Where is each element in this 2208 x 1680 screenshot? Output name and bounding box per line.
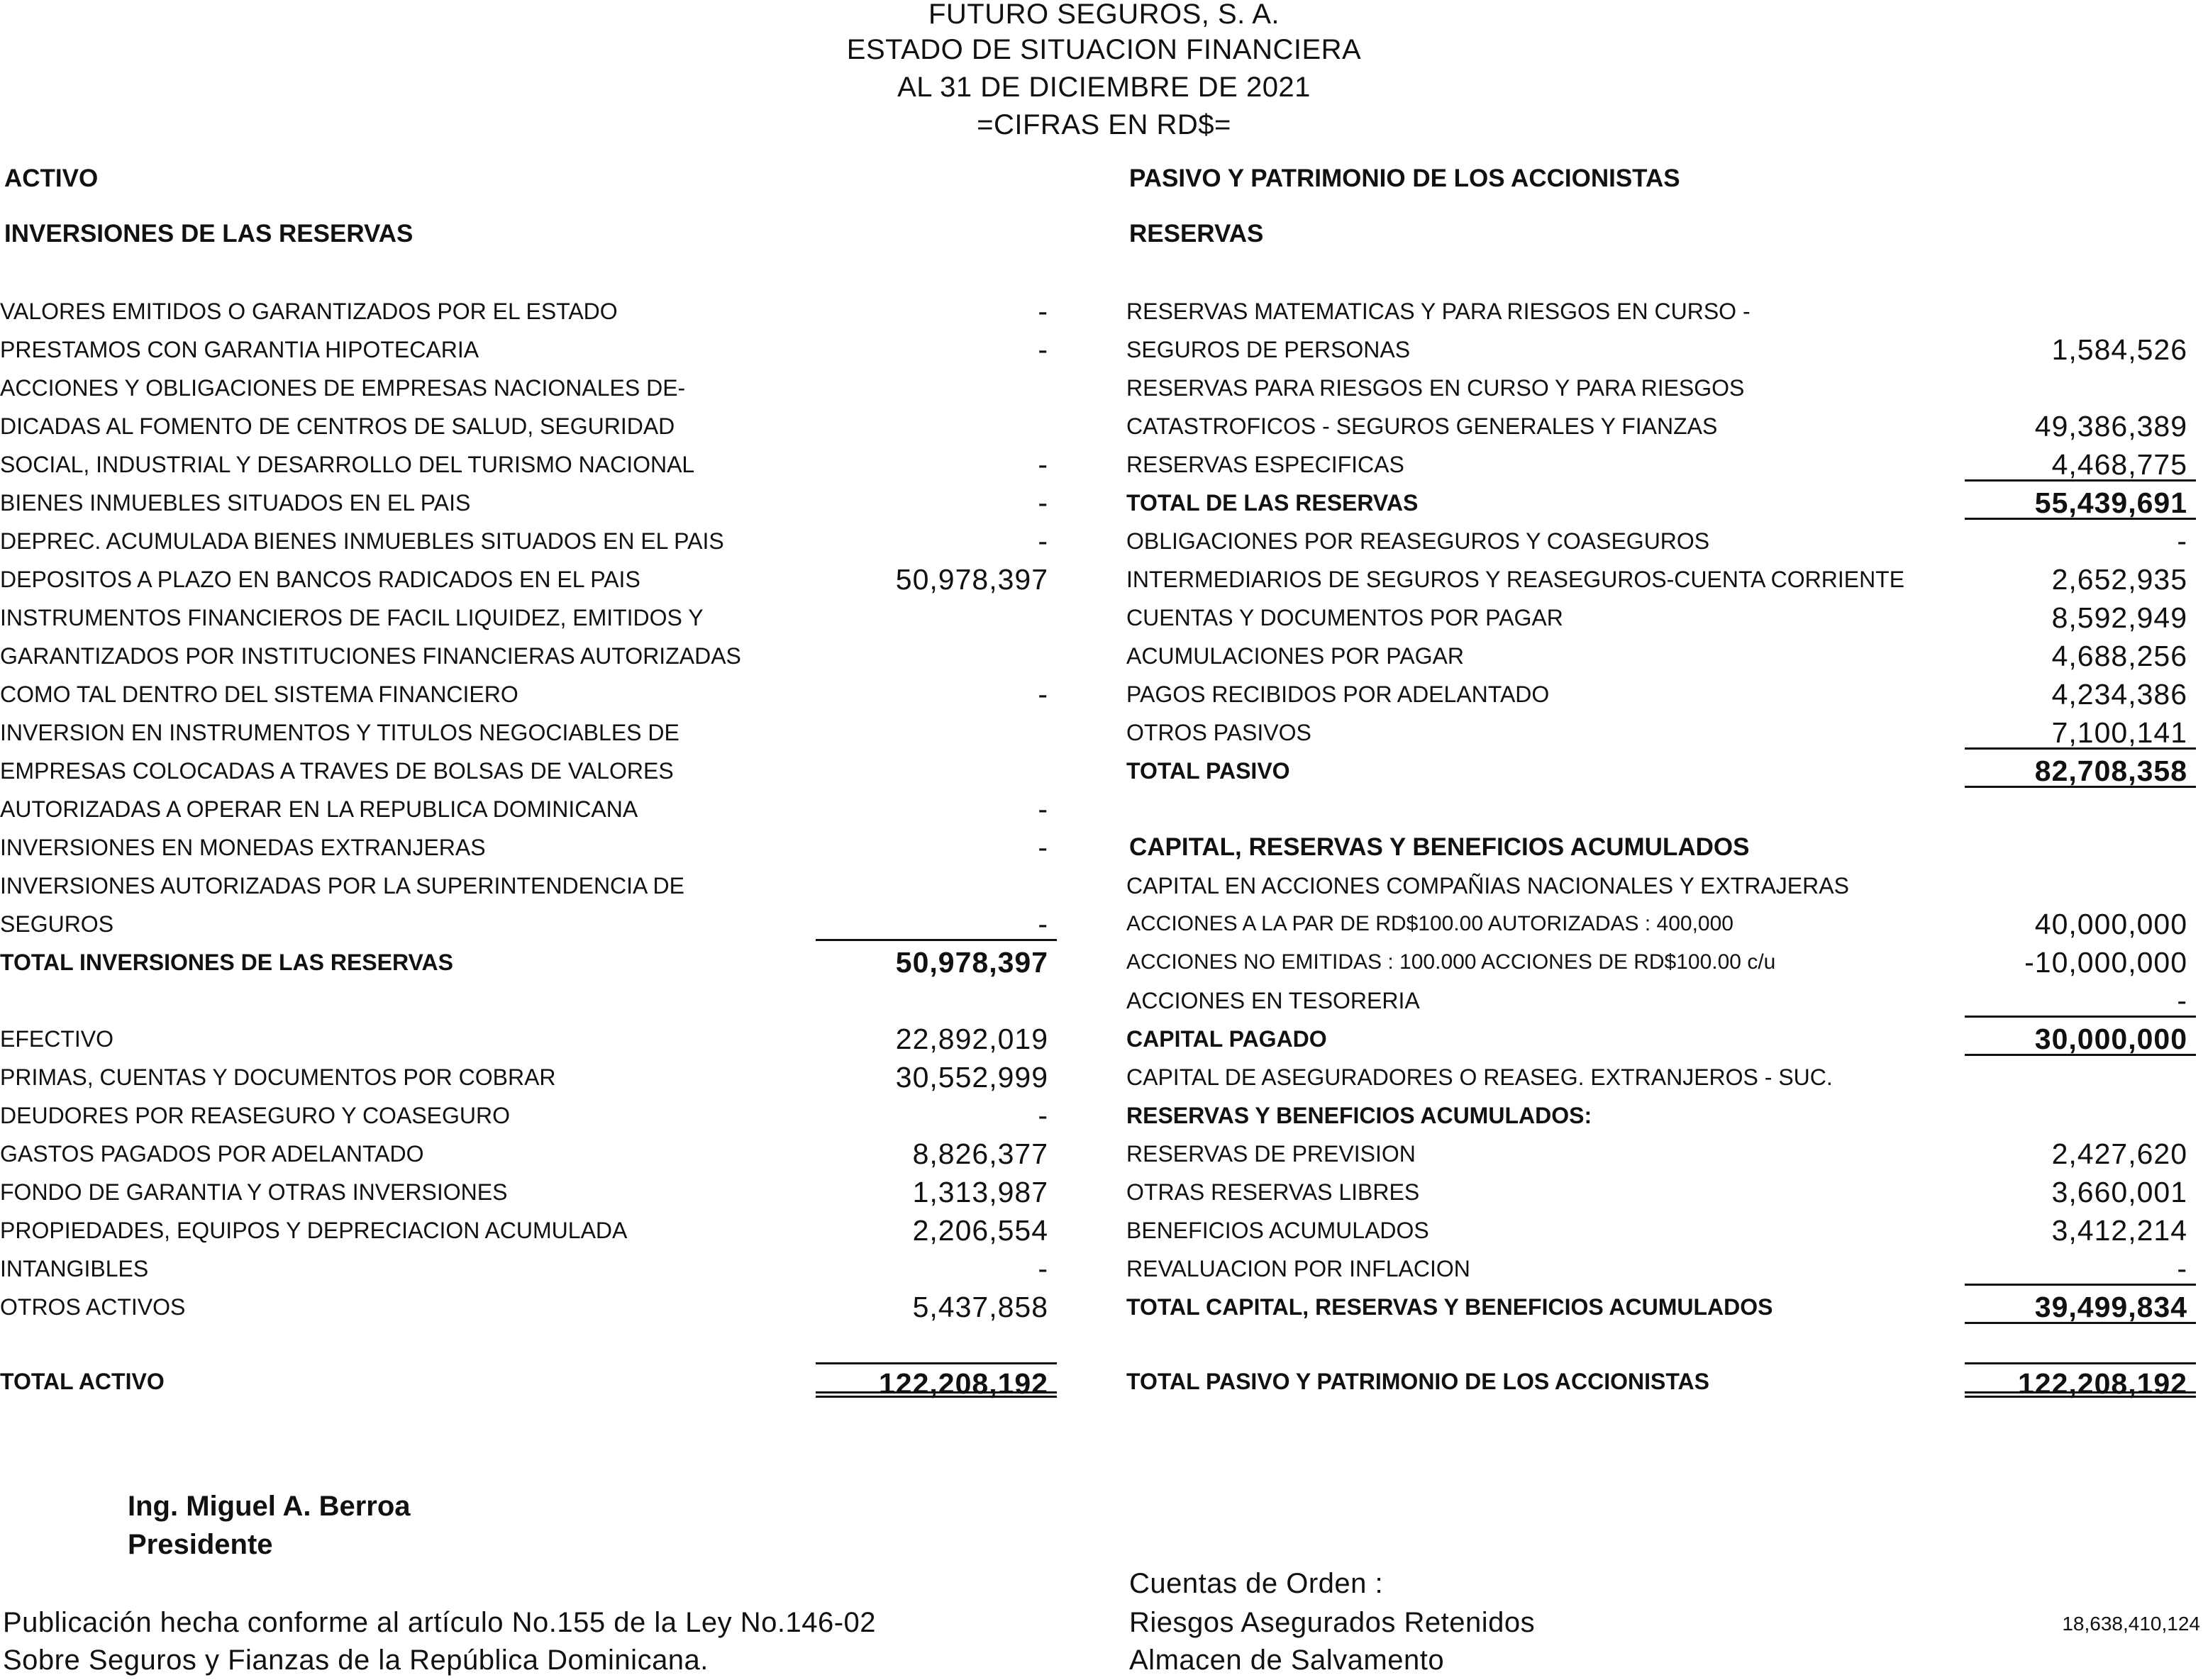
liability-amount: 1,584,526 (2051, 333, 2187, 366)
liability-label: REVALUACION POR INFLACION (1126, 1256, 1470, 1281)
asset-label: ACCIONES Y OBLIGACIONES DE EMPRESAS NACIONALES DE- (0, 375, 686, 401)
liability-row (1126, 1173, 2197, 1211)
asset-subtotal-amount: 50,978,397 (895, 946, 1048, 979)
liability-row (1126, 599, 2197, 637)
asset-label: INVERSIONES EN MONEDAS EXTRANJERAS (0, 835, 486, 860)
publication-note-line2: Sobre Seguros y Fianzas de la República Dominicana. (3, 1645, 709, 1676)
asset-row (0, 522, 1057, 560)
asset-row (0, 637, 1057, 675)
liabilities-equity-heading: PASIVO Y PATRIMONIO DE LOS ACCIONISTAS (1129, 165, 1680, 192)
liability-row (1126, 1058, 2197, 1096)
asset-row (0, 675, 1057, 713)
asset-amount: - (1038, 793, 1048, 825)
asset-subtotal-label: TOTAL INVERSIONES DE LAS RESERVAS (0, 950, 453, 975)
liability-subtotal-row (1126, 752, 2197, 790)
liability-label: ACUMULACIONES POR PAGAR (1126, 643, 1464, 669)
asset-label: VALORES EMITIDOS O GARANTIZADOS POR EL ESTADO (0, 299, 618, 324)
liability-row (1126, 637, 2197, 675)
liability-row (1126, 905, 2197, 943)
liability-label: BENEFICIOS ACUMULADOS (1126, 1218, 1429, 1243)
liability-amount: - (1965, 1250, 2196, 1286)
reserves-heading: RESERVAS (1129, 220, 1264, 247)
liability-label: RESERVAS PARA RIESGOS EN CURSO Y PARA RIESGOS (1126, 375, 1745, 401)
liability-amount: - (2177, 525, 2187, 557)
asset-label: INSTRUMENTOS FINANCIEROS DE FACIL LIQUIDEZ, EMITIDOS Y (0, 605, 704, 630)
liability-amount: 8,592,949 (2051, 601, 2187, 634)
liability-subtotal-amount: 55,439,691 (1965, 484, 2196, 520)
liability-label: CATASTROFICOS - SEGUROS GENERALES Y FIANZAS (1126, 413, 1718, 439)
asset-label: EFECTIVO (0, 1026, 114, 1052)
liability-label: ACCIONES EN TESORERIA (1126, 988, 1420, 1013)
assets-heading: ACTIVO (4, 165, 99, 192)
liability-subtotal-label: TOTAL CAPITAL, RESERVAS Y BENEFICIOS ACUMULADOS (1126, 1294, 1773, 1320)
currency-note: =CIFRAS EN RD$= (977, 109, 1231, 140)
total-liabilities-equity-amount: 122,208,192 (1965, 1362, 2196, 1398)
asset-row (0, 905, 1057, 943)
asset-row (0, 292, 1057, 330)
asset-row (0, 484, 1057, 522)
liability-label: ACCIONES NO EMITIDAS : 100.000 ACCIONES DE RD$100.00 c/u (1126, 950, 1776, 974)
signatory-name: Ing. Miguel A. Berroa (128, 1491, 411, 1522)
total-assets-amount: 122,208,192 (816, 1362, 1057, 1398)
liability-label: CAPITAL DE ASEGURADORES O REASEG. EXTRANJEROS - SUC. (1126, 1064, 1833, 1090)
liability-subtotal-amount: 82,708,358 (1965, 752, 2196, 788)
asset-row (0, 1173, 1057, 1211)
liability-amount: 3,660,001 (2051, 1176, 2187, 1208)
liability-row (1126, 867, 2197, 905)
liability-row (1126, 1250, 2197, 1288)
asset-label: OTROS ACTIVOS (0, 1294, 186, 1320)
liability-subtotal-label: TOTAL PASIVO (1126, 758, 1290, 784)
total-assets-label: TOTAL ACTIVO (0, 1369, 165, 1394)
memo-account-value: 18,638,410,124 (2062, 1613, 2200, 1635)
asset-amount: - (1038, 333, 1048, 366)
equity-heading: CAPITAL, RESERVAS Y BENEFICIOS ACUMULADOS (1129, 833, 1750, 861)
liability-label: CUENTAS Y DOCUMENTOS POR PAGAR (1126, 605, 1563, 630)
liability-amount: 40,000,000 (2034, 908, 2187, 940)
liability-label: PAGOS RECIBIDOS POR ADELANTADO (1126, 682, 1550, 707)
liability-row (1126, 1135, 2197, 1173)
liability-amount: 3,412,214 (2051, 1214, 2187, 1247)
liability-label: OBLIGACIONES POR REASEGUROS Y COASEGUROS (1126, 528, 1710, 554)
asset-row (0, 828, 1057, 867)
asset-row (0, 369, 1057, 407)
statement-title: ESTADO DE SITUACION FINANCIERA (846, 34, 1362, 65)
asset-row (0, 407, 1057, 445)
asset-row (0, 1096, 1057, 1135)
liability-amount: 7,100,141 (1965, 713, 2196, 750)
asset-row (0, 1020, 1057, 1058)
memo-account-label: Almacen de Salvamento (1129, 1645, 1445, 1676)
asset-row (0, 1250, 1057, 1288)
signatory-title: Presidente (128, 1529, 273, 1560)
liability-subtotal-label: TOTAL DE LAS RESERVAS (1126, 490, 1419, 516)
asset-label: DICADAS AL FOMENTO DE CENTROS DE SALUD, SEGURIDAD (0, 413, 675, 439)
asset-amount: 22,892,019 (895, 1023, 1048, 1055)
asset-label: DEUDORES POR REASEGURO Y COASEGURO (0, 1103, 510, 1128)
liability-amount: 4,234,386 (2051, 678, 2187, 711)
liability-label: OTRAS RESERVAS LIBRES (1126, 1179, 1420, 1205)
liability-amount: 4,468,775 (1965, 445, 2196, 482)
asset-label: PROPIEDADES, EQUIPOS Y DEPRECIACION ACUMULADA (0, 1218, 628, 1243)
liability-amount: 4,688,256 (2051, 640, 2187, 672)
asset-amount: - (816, 905, 1057, 941)
total-liabilities-equity-label: TOTAL PASIVO Y PATRIMONIO DE LOS ACCIONISTAS (1126, 1369, 1709, 1394)
statement-date: AL 31 DE DICIEMBRE DE 2021 (897, 72, 1311, 103)
liability-row (1126, 369, 2197, 407)
liability-subtotal-row (1126, 1288, 2197, 1326)
asset-amount: - (1038, 1252, 1048, 1285)
liability-row (1126, 445, 2197, 484)
asset-amount: 1,313,987 (912, 1176, 1048, 1208)
asset-label: SEGUROS (0, 911, 114, 937)
asset-label: DEPREC. ACUMULADA BIENES INMUEBLES SITUADOS EN EL PAIS (0, 528, 724, 554)
asset-amount: 50,978,397 (895, 563, 1048, 596)
asset-amount: - (1038, 295, 1048, 328)
liability-subtotal-row (1126, 1020, 2197, 1058)
asset-amount: - (1038, 678, 1048, 711)
liability-label: INTERMEDIARIOS DE SEGUROS Y REASEGUROS-CUENTA CORRIENTE (1126, 567, 1905, 592)
reserve-investments-heading: INVERSIONES DE LAS RESERVAS (4, 220, 414, 247)
liability-row (1126, 943, 2197, 981)
asset-row (0, 1288, 1057, 1326)
liability-subtotal-label: CAPITAL PAGADO (1126, 1026, 1327, 1052)
liability-label: RESERVAS Y BENEFICIOS ACUMULADOS: (1126, 1103, 1592, 1128)
liability-amount: - (1965, 981, 2196, 1018)
asset-subtotal-row (0, 943, 1057, 981)
asset-label: COMO TAL DENTRO DEL SISTEMA FINANCIERO (0, 682, 518, 707)
liability-label: RESERVAS ESPECIFICAS (1126, 452, 1404, 477)
asset-row (0, 599, 1057, 637)
asset-label: BIENES INMUEBLES SITUADOS EN EL PAIS (0, 490, 471, 516)
liability-subtotal-amount: 39,499,834 (1965, 1288, 2196, 1324)
liability-label: ACCIONES A LA PAR DE RD$100.00 AUTORIZADAS : 400,000 (1126, 912, 1733, 935)
asset-row (0, 981, 1057, 1020)
liability-label: CAPITAL EN ACCIONES COMPAÑIAS NACIONALES Y EXTRAJERAS (1126, 873, 1849, 899)
asset-label: GARANTIZADOS POR INSTITUCIONES FINANCIERAS AUTORIZADAS (0, 643, 741, 669)
liability-row (1126, 675, 2197, 713)
asset-amount: 5,437,858 (912, 1291, 1048, 1323)
company-name: FUTURO SEGUROS, S. A. (928, 0, 1280, 30)
asset-amount: 8,826,377 (912, 1137, 1048, 1170)
asset-label: PRESTAMOS CON GARANTIA HIPOTECARIA (0, 337, 479, 362)
asset-row (0, 445, 1057, 484)
asset-row (0, 1211, 1057, 1250)
liability-row (1126, 713, 2197, 752)
asset-amount: 30,552,999 (895, 1061, 1048, 1094)
liability-row (1126, 790, 2197, 828)
liability-row (1126, 560, 2197, 599)
liability-row (1126, 522, 2197, 560)
liability-row (1126, 407, 2197, 445)
asset-row (0, 1135, 1057, 1173)
publication-note-line1: Publicación hecha conforme al artículo No.155 de la Ley No.146-02 (3, 1607, 877, 1638)
asset-label: FONDO DE GARANTIA Y OTRAS INVERSIONES (0, 1179, 508, 1205)
asset-row (0, 560, 1057, 599)
asset-label: AUTORIZADAS A OPERAR EN LA REPUBLICA DOMINICANA (0, 796, 638, 822)
liability-amount: 49,386,389 (2034, 410, 2187, 443)
asset-label: DEPOSITOS A PLAZO EN BANCOS RADICADOS EN EL PAIS (0, 567, 640, 592)
liability-label: RESERVAS DE PREVISION (1126, 1141, 1416, 1167)
asset-row (0, 867, 1057, 905)
asset-amount: - (1038, 831, 1048, 864)
liability-subtotal-amount: 30,000,000 (1965, 1020, 2196, 1056)
asset-row (0, 790, 1057, 828)
asset-label: INTANGIBLES (0, 1256, 149, 1281)
asset-amount: - (1038, 486, 1048, 519)
asset-amount: - (1038, 525, 1048, 557)
liability-row (1126, 981, 2197, 1020)
liability-row (1126, 292, 2197, 330)
total-liabilities-equity-row (1126, 1362, 2197, 1409)
asset-amount: - (1038, 1099, 1048, 1132)
asset-label: INVERSIONES AUTORIZADAS POR LA SUPERINTENDENCIA DE (0, 873, 684, 899)
liability-label: SEGUROS DE PERSONAS (1126, 337, 1411, 362)
asset-label: EMPRESAS COLOCADAS A TRAVES DE BOLSAS DE VALORES (0, 758, 674, 784)
asset-label: INVERSION EN INSTRUMENTOS Y TITULOS NEGOCIABLES DE (0, 720, 679, 745)
liability-amount: 2,652,935 (2051, 563, 2187, 596)
asset-label: PRIMAS, CUENTAS Y DOCUMENTOS POR COBRAR (0, 1064, 556, 1090)
asset-row (0, 713, 1057, 752)
asset-label: GASTOS PAGADOS POR ADELANTADO (0, 1141, 424, 1167)
asset-amount: 2,206,554 (912, 1214, 1048, 1247)
asset-label: SOCIAL, INDUSTRIAL Y DESARROLLO DEL TURISMO NACIONAL (0, 452, 695, 477)
equity-heading-row (1129, 828, 2200, 867)
liability-row (1126, 330, 2197, 369)
liability-label: OTROS PASIVOS (1126, 720, 1311, 745)
asset-row (0, 752, 1057, 790)
asset-row (0, 1058, 1057, 1096)
asset-row (0, 330, 1057, 369)
memo-accounts-heading: Cuentas de Orden : (1129, 1568, 1384, 1599)
liability-amount: -10,000,000 (2024, 946, 2187, 979)
liability-subtotal-row (1126, 484, 2197, 522)
liability-row (1126, 1096, 2197, 1135)
liability-label: RESERVAS MATEMATICAS Y PARA RIESGOS EN CURSO - (1126, 299, 1751, 324)
asset-amount: - (1038, 448, 1048, 481)
liability-amount: 2,427,620 (2051, 1137, 2187, 1170)
liability-row (1126, 1211, 2197, 1250)
total-assets-row (0, 1362, 1057, 1409)
memo-account-label: Riesgos Asegurados Retenidos (1129, 1607, 1536, 1638)
